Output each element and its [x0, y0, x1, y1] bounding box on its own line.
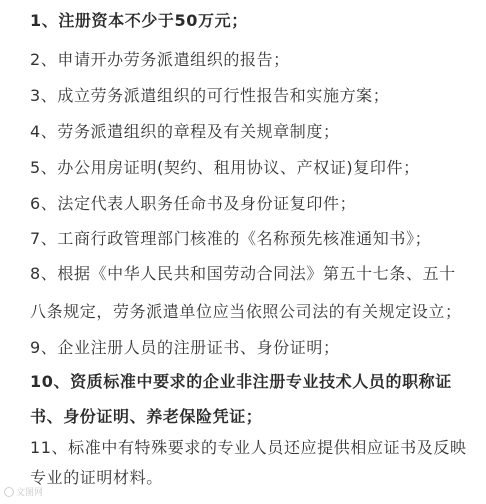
item-10-line-1: 10、资质标准中要求的企业非注册专业技术人员的职称证	[30, 372, 452, 391]
item-1-line: 1、注册资本不少于50万元；	[30, 11, 248, 30]
item-11-line-1: 11、标准中有特殊要求的专业人员还应提供相应证书及反映	[30, 438, 467, 457]
item-6-line: 6、法定代表人职务任命书及身份证复印件；	[30, 194, 357, 213]
item-10-line-2: 书、身份证明、养老保险凭证；	[30, 407, 263, 426]
item-11-line-2: 专业的证明材料。	[30, 468, 163, 487]
item-8-line-1: 8、根据《中华人民共和国劳动合同法》第五十七条、五十	[30, 264, 456, 283]
item-3-line: 3、成立劳务派遣组织的可行性报告和实施方案；	[30, 86, 390, 105]
item-5-line: 5、办公用房证明(契约、租用协议、产权证)复印件；	[30, 158, 420, 177]
item-2-line: 2、申请开办劳务派遣组织的报告；	[30, 50, 290, 69]
item-9-line: 9、企业注册人员的注册证书、身份证明；	[30, 338, 340, 357]
watermark	[4, 485, 43, 498]
item-4-line: 4、劳务派遣组织的章程及有关规章制度；	[30, 122, 340, 141]
watermark-logo-icon	[4, 487, 14, 497]
item-8-line-2: 八条规定，劳务派遣单位应当依照公司法的有关规定设立；	[30, 302, 462, 321]
item-7-line: 7、工商行政管理部门核准的《名称预先核准通知书》；	[30, 229, 432, 248]
watermark-text: 文图网	[16, 488, 44, 498]
